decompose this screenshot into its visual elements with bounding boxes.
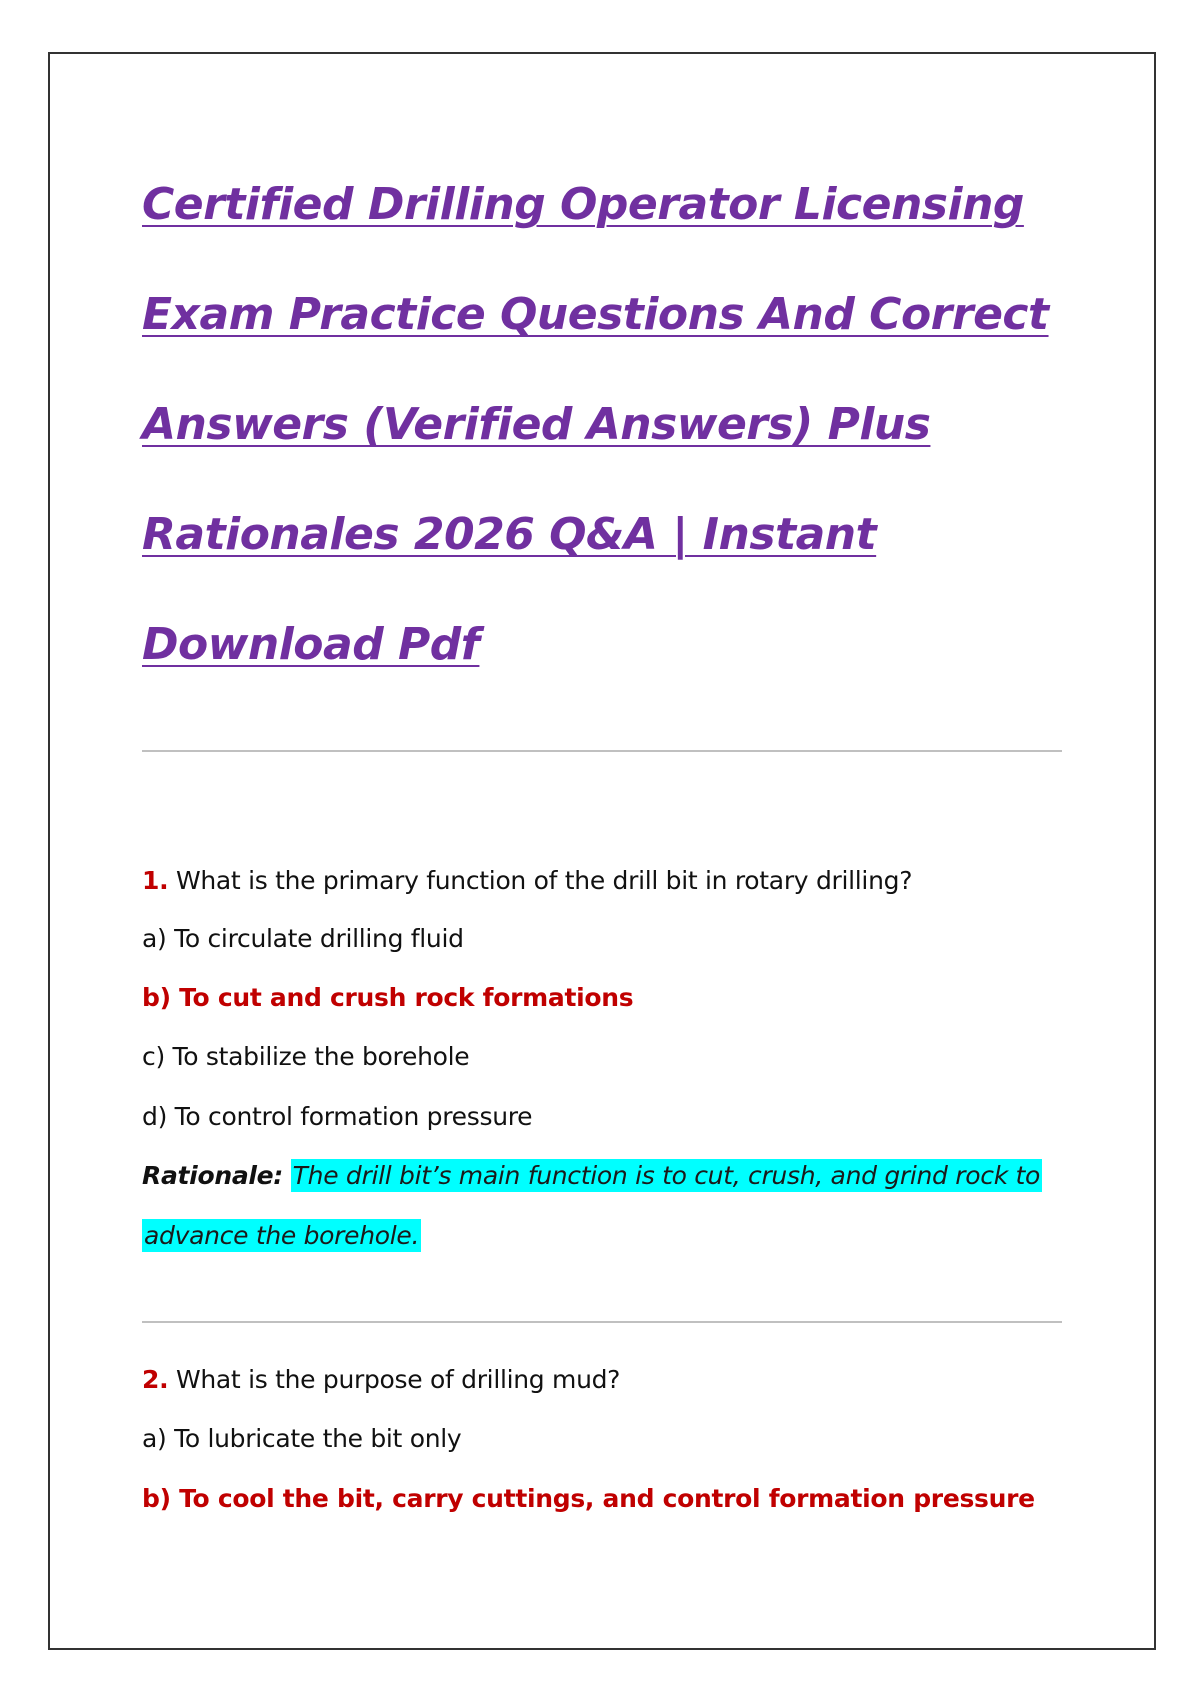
question-2-option-b-correct: b) To cool the bit, carry cuttings, and control formation pressure bbox=[142, 1484, 1035, 1513]
document-title bbox=[142, 150, 1102, 700]
title-line: Rationales 2026 Q&A | Instant bbox=[142, 509, 877, 560]
question-prompt: What is the purpose of drilling mud? bbox=[168, 1365, 621, 1394]
question-number: 1. bbox=[142, 866, 169, 895]
section-divider bbox=[142, 750, 1062, 752]
question-1-option-c: c) To stabilize the borehole bbox=[142, 1042, 470, 1071]
question-number: 2. bbox=[142, 1365, 169, 1394]
question-prompt: What is the primary function of the drill bit in rotary drilling? bbox=[168, 866, 913, 895]
rationale-text: The drill bit’s main function is to cut, crush, and grind rock to bbox=[292, 1161, 1041, 1190]
question-2-text bbox=[142, 1363, 620, 1397]
question-1-rationale-continued bbox=[142, 1219, 421, 1253]
question-1-option-b-correct: b) To cut and crush rock formations bbox=[142, 983, 634, 1012]
rationale-text: advance the borehole. bbox=[144, 1221, 420, 1250]
question-2-option-a: a) To lubricate the bit only bbox=[142, 1424, 462, 1453]
section-divider bbox=[142, 1321, 1062, 1323]
title-line: Exam Practice Questions And Correct bbox=[142, 289, 1049, 340]
title-line: Answers (Verified Answers) Plus bbox=[142, 399, 931, 450]
question-1-rationale bbox=[142, 1159, 1042, 1193]
title-line: Download Pdf bbox=[142, 619, 480, 670]
question-1-option-d: d) To control formation pressure bbox=[142, 1102, 533, 1131]
rationale-label: Rationale: bbox=[142, 1161, 284, 1190]
question-1-text bbox=[142, 864, 912, 898]
title-line: Certified Drilling Operator Licensing bbox=[142, 179, 1024, 230]
question-1-option-a: a) To circulate drilling fluid bbox=[142, 924, 464, 953]
